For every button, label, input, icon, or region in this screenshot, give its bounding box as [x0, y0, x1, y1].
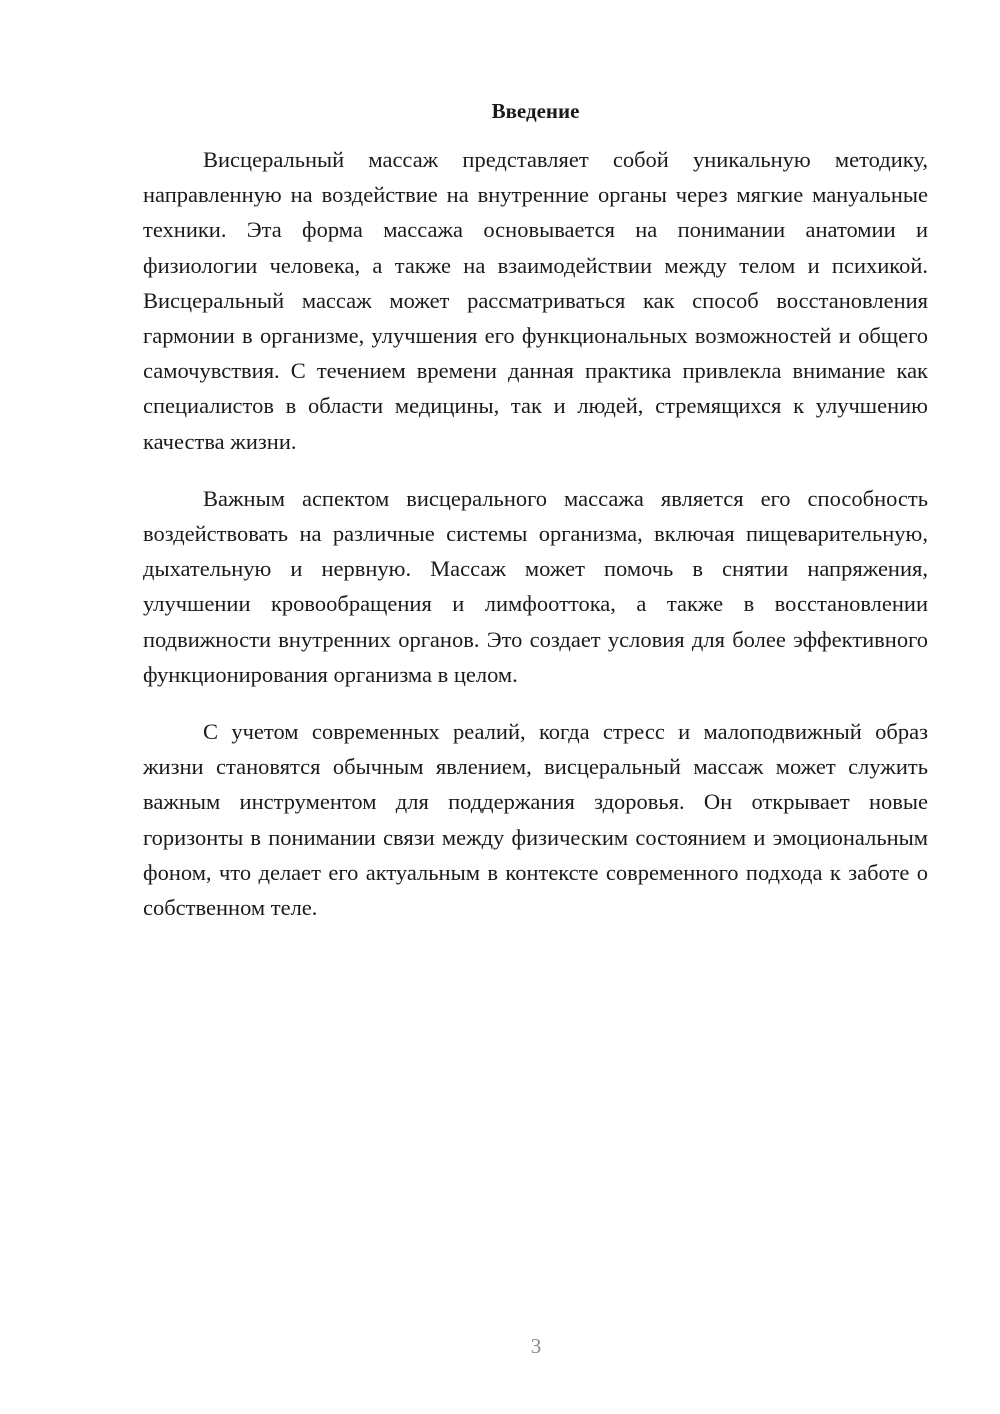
paragraph-3: С учетом современных реалий, когда стресс и малоподвижный образ жизни становятся обычным явлением, висцеральный массаж может служить важным инструментом для поддержания здоровья. Он открывает новые горизонты в понимании связи между физическим состоянием и эмоциональным фоном, что делает его актуальным в контексте современного подхода к заботе о собственном теле. [143, 719, 928, 921]
page-title: Введение [491, 99, 580, 123]
page-number: 3 [530, 1334, 542, 1358]
paragraph-1: Висцеральный массаж представляет собой уникальную методику, направленную на воздействие на внутренние органы через мягкие мануальные техники. Эта форма массажа основывается на понимании анатомии и физиологии человека, а также на взаимодействии между телом и психикой. Висцеральный массаж может рассматриваться как способ восстановления гармонии в организме, улучшения его функциональных возможностей и общего самочувствия. С течением времени данная практика привлекла внимание как специалистов в области медицины, так и людей, стремящихся к улучшению качества жизни. [143, 147, 928, 454]
paragraph-2: Важным аспектом висцерального массажа является его способность воздействовать на различные системы организма, включая пищеварительную, дыхательную и нервную. Массаж может помочь в снятии напряжения, улучшении кровообращения и лимфооттока, а также в восстановлении подвижности внутренних органов. Это создает условия для более эффективного функционирования организма в целом. [143, 485, 928, 687]
page-content [143, 96, 928, 947]
